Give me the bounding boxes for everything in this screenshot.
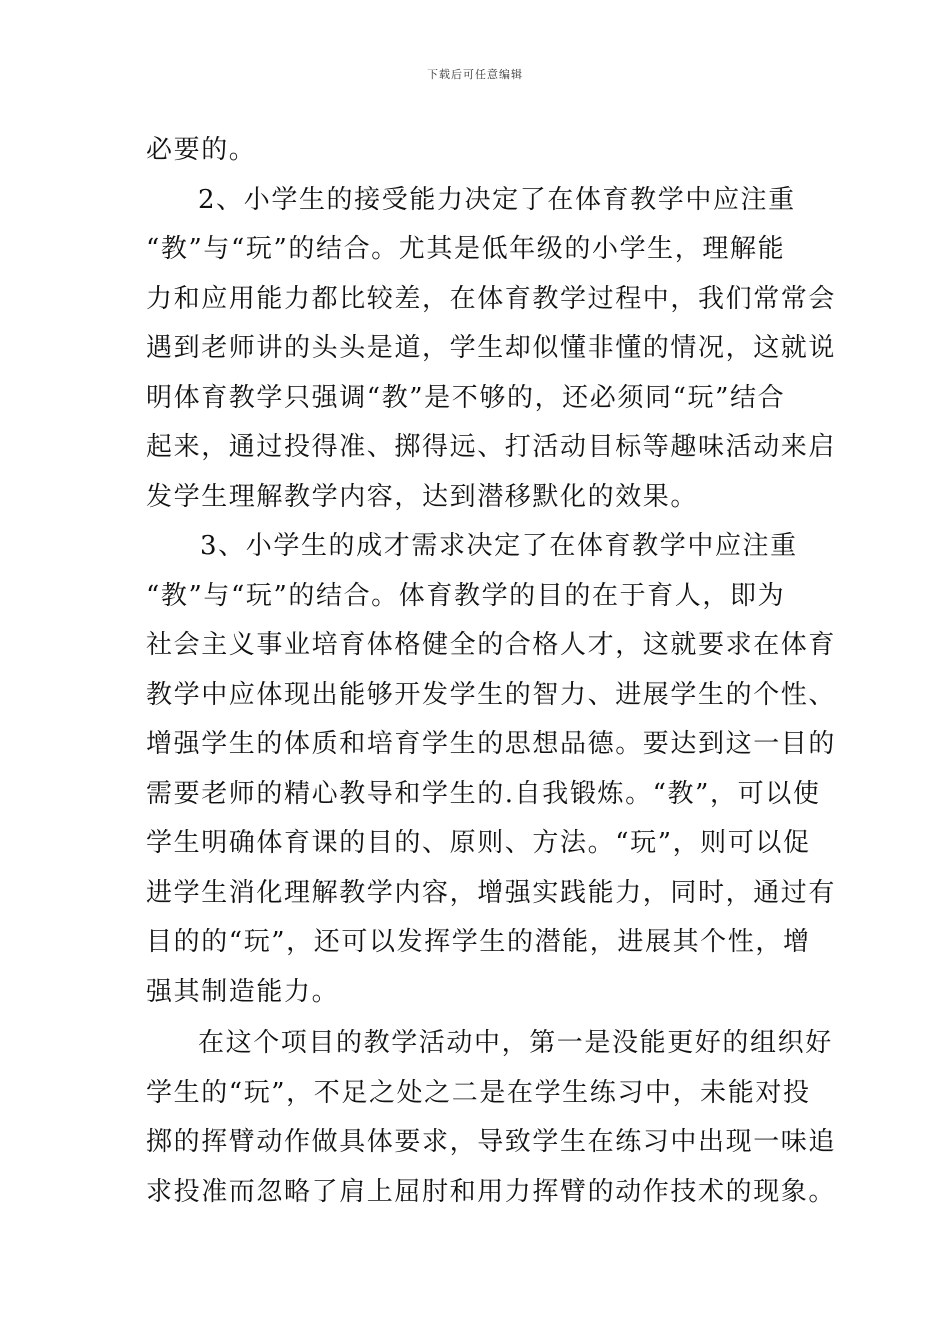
paragraph-line: 增强学生的体质和培育学生的思想品德。要达到这一目的 <box>146 729 837 759</box>
paragraph-line: 学生明确体育课的目的、原则、方法。“玩”，则可以促 <box>146 828 811 858</box>
paragraph-line: 遇到老师讲的头头是道，学生却似懂非懂的情况，这就说 <box>146 333 837 363</box>
paragraph-line: 社会主义事业培育体格健全的合格人才，这就要求在体育 <box>146 630 837 660</box>
document-body <box>146 126 837 1217</box>
page-header: 下载后可任意编辑 <box>427 68 523 81</box>
paragraph-line: 学生的“玩”，不足之处之二是在学生练习中，未能对投 <box>146 1077 811 1108</box>
paragraph-line: 起来，通过投得准、掷得远、打活动目标等趣味活动来启 <box>146 432 837 462</box>
paragraph-line: 明体育教学只强调“教”是不够的，还必须同“玩”结合 <box>146 382 786 413</box>
paragraph-line: 2、小学生的接受能力决定了在体育教学中应注重 <box>198 184 796 215</box>
paragraph-line: 需要老师的精心教导和学生的.自我锻炼。“教”，可以使 <box>146 778 821 809</box>
paragraph-line: 在这个项目的教学活动中，第一是没能更好的组织好 <box>198 1028 833 1058</box>
paragraph-line: 强其制造能力。 <box>146 976 340 1007</box>
paragraph-line: 力和应用能力都比较差，在体育教学过程中，我们常常会 <box>146 283 837 314</box>
paragraph-line: 进学生消化理解教学内容，增强实践能力，同时，通过有 <box>146 877 837 908</box>
paragraph-line: 掷的挥臂动作做具体要求，导致学生在练习中出现一味追 <box>146 1127 837 1157</box>
paragraph-line: 目的的“玩”，还可以发挥学生的潜能，进展其个性，增 <box>146 927 811 957</box>
paragraph-line: “教”与“玩”的结合。尤其是低年级的小学生，理解能 <box>146 234 786 264</box>
paragraph-line: 求投准而忽略了肩上屈肘和用力挥臂的动作技术的现象。 <box>146 1176 837 1207</box>
paragraph-line: 教学中应体现出能够开发学生的智力、进展学生的个性、 <box>146 679 837 710</box>
paragraph-line: 发学生理解教学内容，达到潜移默化的效果。 <box>146 481 699 512</box>
paragraph-line: 3、小学生的成才需求决定了在体育教学中应注重 <box>200 531 798 561</box>
paragraph-line: 必要的。 <box>146 135 257 165</box>
paragraph-line: “教”与“玩”的结合。体育教学的目的在于育人，即为 <box>146 580 786 611</box>
